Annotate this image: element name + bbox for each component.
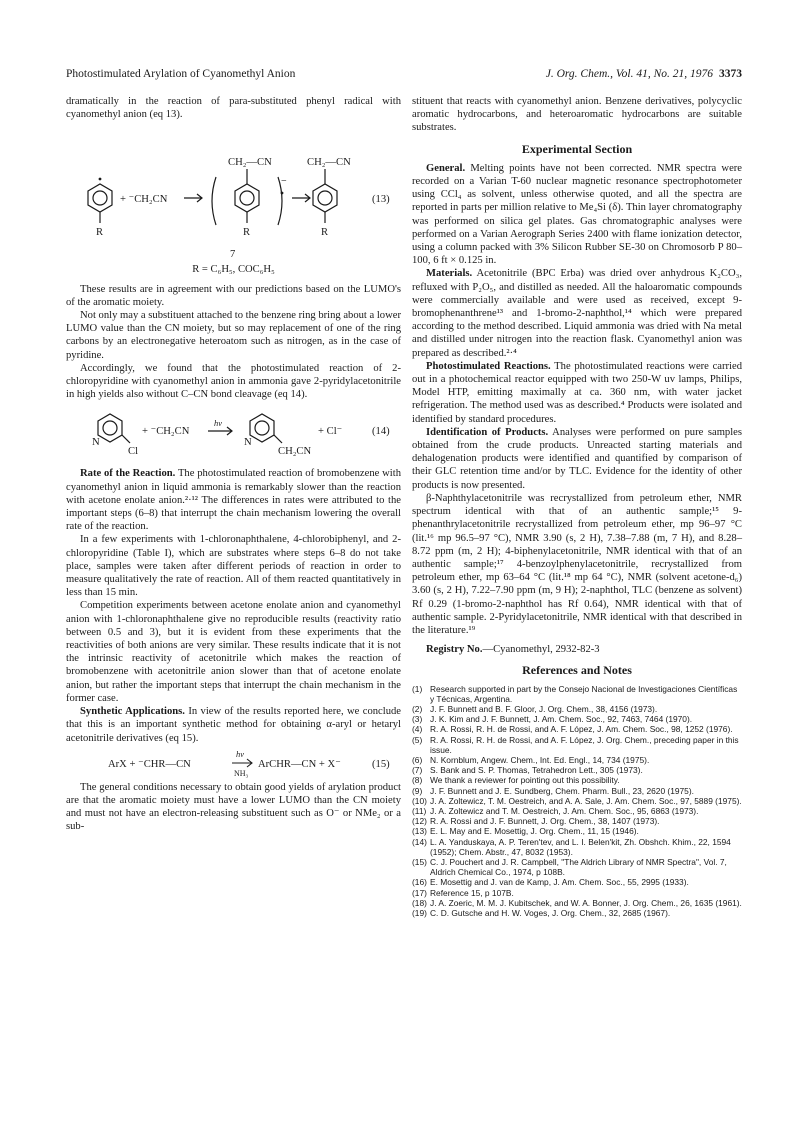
reference-number: (1) — [412, 683, 423, 694]
section-runin-heading: Rate of the Reaction. — [80, 468, 176, 480]
reference-number: (15) — [412, 856, 427, 867]
reference-text: J. A. Zoltewicz, T. M. Oestreich, and A. A. Sale, J. Am. Chem. Soc., 97, 5889 (1975). — [430, 795, 742, 806]
pyridine-ring-icon — [250, 414, 274, 442]
paragraph: General. Melting points have not been corrected. NMR spectra were recorded on a Varian T-60 nuclear magnetic resonance spectrophotometer using CCl₄ as solvent, unless otherwise quoted, and all the spectra are reported in parts per million relative to Me₄Si (δ). Thin layer chromatography was performed on silica gel plates. Gas chromatographic analyses were performed on a Varian Aerograph Series 2400 with flame ionization detector, using a column packed with 3% Silicon Rubber SE-30 on Chromosorb P 80–100, 6 ft × 0.125 in. — [412, 162, 742, 267]
equation-15-scheme — [66, 745, 401, 781]
reference-number: (5) — [412, 734, 423, 745]
equation-lhs: ArX + ⁻CHR—CN — [108, 758, 191, 770]
left-column — [66, 95, 401, 834]
reference-text: E. Mosettig and J. van de Kamp, J. Am. Chem. Soc., 55, 2995 (1933). — [430, 877, 689, 888]
paragraph: In a few experiments with 1-chloronaphthalene, 4-chlorobiphenyl, and 2-chloropyridine (Table I), which are substrates where steps 6–8 do not take place, samples were taken after different periods of reaction in order to measure qualitatively the rate of reaction. All of them reacted quantitatively in less than 15 min. — [66, 534, 401, 599]
paragraph: Photostimulated Reactions. The photostimulated reactions were carried out in a photochemical reactor equipped with two 250-W uv lamps, Philips, Model HTP, emitting maximally at ca. 360 nm, with water jacket refrigeration. The method used was as described.⁴ Products were isolated and identified by standard procedures. — [412, 360, 742, 425]
running-title: Photostimulated Arylation of Cyanomethyl Anion — [66, 68, 296, 80]
reference-number: (19) — [412, 908, 427, 918]
section-runin-heading: Identification of Products. — [426, 426, 549, 438]
equation-number: (14) — [372, 426, 390, 438]
reference-item — [412, 755, 742, 765]
reference-item — [412, 796, 742, 806]
reference-item — [412, 684, 742, 704]
paragraph: The general conditions necessary to obtain good yields of arylation product are that the aromatic moiety must have a lower LUMO than the CN moiety and must not have an electron-releasing substituent such as O⁻ or NMe₂ or a sub- — [66, 781, 401, 833]
reference-number: (9) — [412, 785, 423, 796]
equation-14-scheme — [66, 401, 401, 467]
reference-number: (18) — [412, 897, 427, 908]
equation-13-scheme — [66, 121, 401, 266]
reference-item — [412, 826, 742, 836]
reference-number: (10) — [412, 795, 427, 806]
r-definition: R = C₆H₅, COC₆H₅ — [192, 264, 275, 276]
reference-item — [412, 837, 742, 857]
paragraph: Competition experiments between acetone enolate anion and cyanomethyl anion with 1-chloronaphthalene give no reproducible results (reactivity ratio between 0.5 and 3), but it is evident from these experiments that the reactivities of both anions are very similar. These results indicate that it is not the intrinsic reactivity of acetonitrile which makes the reaction of bromobenzene with acetonitrile anion slower than that of acetone enolate anion, but rather the important steps that interrupt the chain mechanism in the former case. — [66, 600, 401, 704]
registry-line: Registry No.—Cyanomethyl, 2932-82-3 — [426, 644, 600, 656]
paragraph: Synthetic Applications. In view of the results reported here, we conclude that this is an important synthetic method for obtaining α-aryl or hetaryl acetonitrile derivatives (eq 15). — [66, 706, 401, 744]
equation-14 — [66, 401, 401, 467]
equation-number: (13) — [372, 194, 390, 206]
reference-number: (8) — [412, 775, 423, 786]
svg-text:−: − — [281, 176, 287, 188]
substituent-label: CH₂CN — [278, 446, 312, 458]
right-column — [412, 95, 742, 918]
atom-label: N — [92, 437, 100, 449]
paragraph: stituent that reacts with cyanomethyl anion. Benzene derivatives, polycyclic aromatic hydrocarbons, and heteroaromatic hydrocarbons are suitable substrates. — [412, 96, 742, 134]
reference-number: (13) — [412, 826, 427, 837]
reference-text: J. F. Bunnett and J. E. Sundberg, Chem. Pharm. Bull., 23, 2620 (1975). — [430, 785, 694, 796]
benzene-ring-icon — [235, 184, 259, 212]
reference-text: L. A. Yanduskaya, A. P. Teren'tev, and L. I. Belen'kit, Zh. Obshch. Khim., 22, 1594 (1952); Chem. Abstr., 47, 8032 (1953). — [430, 836, 731, 857]
reference-item — [412, 908, 742, 918]
section-runin-heading: Synthetic Applications. — [80, 706, 185, 718]
reference-text: J. F. Bunnett and B. F. Gloor, J. Org. Chem., 38, 4156 (1973). — [430, 703, 658, 714]
paragraph: Materials. Acetonitrile (BPC Erba) was dried over anhydrous K₂CO₃, refluxed with P₂O₅, and distilled as needed. All the haloaromatic compounds were commercially available and were used as received, except 9-bromophenanthrene¹³ and 1-bromo-2-naphthol,¹⁴ which were prepared according to the method described. Liquid ammonia was dried with Na metal and distilled under nitrogen into the reaction flask. Cyanomethyl anion was prepared as described.²·⁴ — [412, 268, 742, 359]
reference-item — [412, 898, 742, 908]
substituent-label: R — [321, 227, 329, 239]
atom-label: N — [244, 437, 252, 449]
atom-label: Cl — [128, 446, 139, 458]
benzene-ring-icon — [313, 184, 337, 212]
reference-number: (11) — [412, 805, 427, 816]
reference-item — [412, 775, 742, 785]
reference-number: (12) — [412, 816, 427, 827]
equation-number: (15) — [372, 758, 390, 770]
reference-number: (16) — [412, 877, 427, 888]
reference-text: E. L. May and E. Mosettig, J. Org. Chem., 11, 15 (1946). — [430, 826, 639, 837]
reference-item — [412, 816, 742, 826]
paragraph: β-Naphthylacetonitrile was recrystallized from petroleum ether, NMR spectrum identical with that of an authentic sample;¹⁵ 9-phenanthrylacetonitrile recrystallized from petroleum ether, mp 96–97 °C (lit.¹⁶ mp 96.5–97 °C), NMR 3.90 (s, 2 H), 7.38–7.88 (m, 7 H), and 8.28–8.72 ppm (m, 2 H); 4-biphenylacetonitrile, NMR identical with that of an authentic sample;¹⁷ 4-benzoylphenylacetonitrile, recrystallized from petroleum ether, mp 63–64 °C (lit.¹⁸ mp 64 °C), NMR (solvent acetone-d₆) 3.60 (s, 2 H), 7.22–7.90 ppm (m, 9 H); 2-naphthol, TLC (benzene as solvent) Rf 0.29 (1-bromo-2-naphthol has Rf 0.64), NMR identical with that of authentic sample. 2-Pyridylacetonitrile, NMR identical with that described in the literature.¹⁹ — [412, 492, 742, 636]
benzene-ring-icon — [88, 184, 112, 212]
paragraph: Rate of the Reaction. The photostimulated reaction of bromobenzene with cyanomethyl anion in liquid ammonia is remarkably slower than the reaction with acetone enolate anion.²·¹² The differences in rates were attributed to the important steps (6–8) that interrupt the chain mechanism lowering the overall rate of the reaction. — [66, 468, 401, 533]
section-title: References and Notes — [522, 663, 632, 678]
substituent-label: R — [243, 227, 251, 239]
section-title: Experimental Section — [521, 141, 633, 156]
reference-text: J. A. Zoltewicz and T. M. Oestreich, J. Am. Chem. Soc., 95, 6863 (1973). — [430, 805, 699, 816]
section-runin-heading: Photostimulated Reactions. — [426, 360, 551, 372]
byproduct-label: + Cl⁻ — [318, 426, 343, 438]
reference-text: N. Kornblum, Angew. Chem., Int. Ed. Engl., 14, 734 (1975). — [430, 754, 650, 765]
page-number: 3373 — [719, 68, 742, 80]
reference-item — [412, 877, 742, 887]
paragraph: dramatically in the reaction of para-substituted phenyl radical with cyanomethyl anion (eq 13). — [66, 96, 401, 121]
reference-item — [412, 724, 742, 734]
reference-number: (3) — [412, 714, 423, 725]
reference-text: R. A. Rossi, R. H. de Rossi, and A. F. López, J. Org. Chem., preceding paper in this issue. — [430, 734, 739, 755]
compound-number: 7 — [230, 249, 236, 261]
reference-item — [412, 704, 742, 714]
reagent-label: + ⁻CH₂CN — [142, 426, 190, 438]
equation-13 — [66, 121, 401, 266]
section-runin-heading: Materials. — [426, 268, 473, 280]
hv-label: hν — [214, 418, 223, 429]
reference-number: (14) — [412, 836, 427, 847]
substituent-label: CH₂—CN — [307, 157, 351, 169]
reference-text: J. K. Kim and J. F. Bunnett, J. Am. Chem. Soc., 92, 7463, 7464 (1970). — [430, 714, 693, 725]
substituent-label: R — [96, 227, 104, 239]
equation-rhs: ArCHR—CN + X⁻ — [258, 758, 341, 770]
substituent-label: CH₂—CN — [228, 157, 272, 169]
paragraph: Accordingly, we found that the photostimulated reaction of 2-chloropyridine with cyanomethyl anion in ammonia gave 2-pyridylacetonitrile in high yields also without C–CN bond cleavage (eq 14). — [66, 362, 401, 401]
paragraph: These results are in agreement with our predictions based on the LUMO's of the aromatic moiety. — [66, 283, 401, 308]
paragraph: Not only may a substituent attached to the benzene ring bring about a lower LUMO value than the CN moiety, but so may replacement of one of the ring carbons by an electronegative heteroatom such as nitrogen, as in the case of pyridine. — [66, 310, 401, 361]
reference-item — [412, 857, 742, 877]
reference-number: (2) — [412, 703, 423, 714]
reference-text: R. A. Rossi and J. F. Bunnett, J. Org. Chem., 38, 1407 (1973). — [430, 816, 660, 827]
equation-15 — [66, 745, 401, 781]
pyridine-ring-icon — [98, 414, 122, 442]
reference-text: S. Bank and S. P. Thomas, Tetrahedron Lett., 305 (1973). — [430, 765, 643, 776]
page-header — [66, 68, 742, 84]
reference-text: Reference 15, p 107B. — [430, 887, 514, 898]
reference-text: We thank a reviewer for pointing out this possibility. — [430, 775, 620, 786]
reference-number: (4) — [412, 724, 423, 735]
reference-text: C. J. Pouchert and J. R. Campbell, "The Aldrich Library of NMR Spectra", Vol. 7, Aldrich Chemical Co., 1974, p 108B. — [430, 856, 727, 878]
reference-item — [412, 806, 742, 816]
reference-number: (7) — [412, 765, 423, 776]
journal-citation: J. Org. Chem., Vol. 41, No. 21, 1976 3373 — [545, 68, 742, 80]
reference-item — [412, 786, 742, 796]
reference-item — [412, 765, 742, 775]
hv-label: hν — [236, 748, 245, 759]
reference-item — [412, 735, 742, 755]
reference-list — [412, 684, 742, 919]
condition-label: NH₃ — [234, 768, 249, 778]
reagent-label: + ⁻CH₂CN — [120, 194, 168, 206]
reference-item — [412, 714, 742, 724]
reference-item — [412, 888, 742, 898]
paragraph: Identification of Products. Analyses were performed on pure samples obtained from the crude products. Unreacted starting materials and dehalogenation products were identified and quantified by comparison of their GLC retention time and/or by TLC. Evidence for the identity of other products is now presented. — [412, 426, 742, 491]
reference-number: (17) — [412, 887, 427, 898]
section-runin-heading: General. — [426, 162, 466, 174]
reference-text: R. A. Rossi, R. H. de Rossi, and A. F. López, J. Am. Chem. Soc., 98, 1252 (1976). — [430, 724, 733, 735]
reference-text: Research supported in part by the Consejo Nacional de Investigaciones Científicas y Técnicas, Argentina. — [430, 683, 738, 704]
reference-number: (6) — [412, 754, 423, 765]
reference-text: C. D. Gutsche and H. W. Voges, J. Org. Chem., 32, 2685 (1967). — [430, 908, 671, 918]
reference-text: J. A. Zoeric, M. M. J. Kubitschek, and W. A. Bonner, J. Org. Chem., 26, 1635 (1961). — [430, 897, 742, 908]
